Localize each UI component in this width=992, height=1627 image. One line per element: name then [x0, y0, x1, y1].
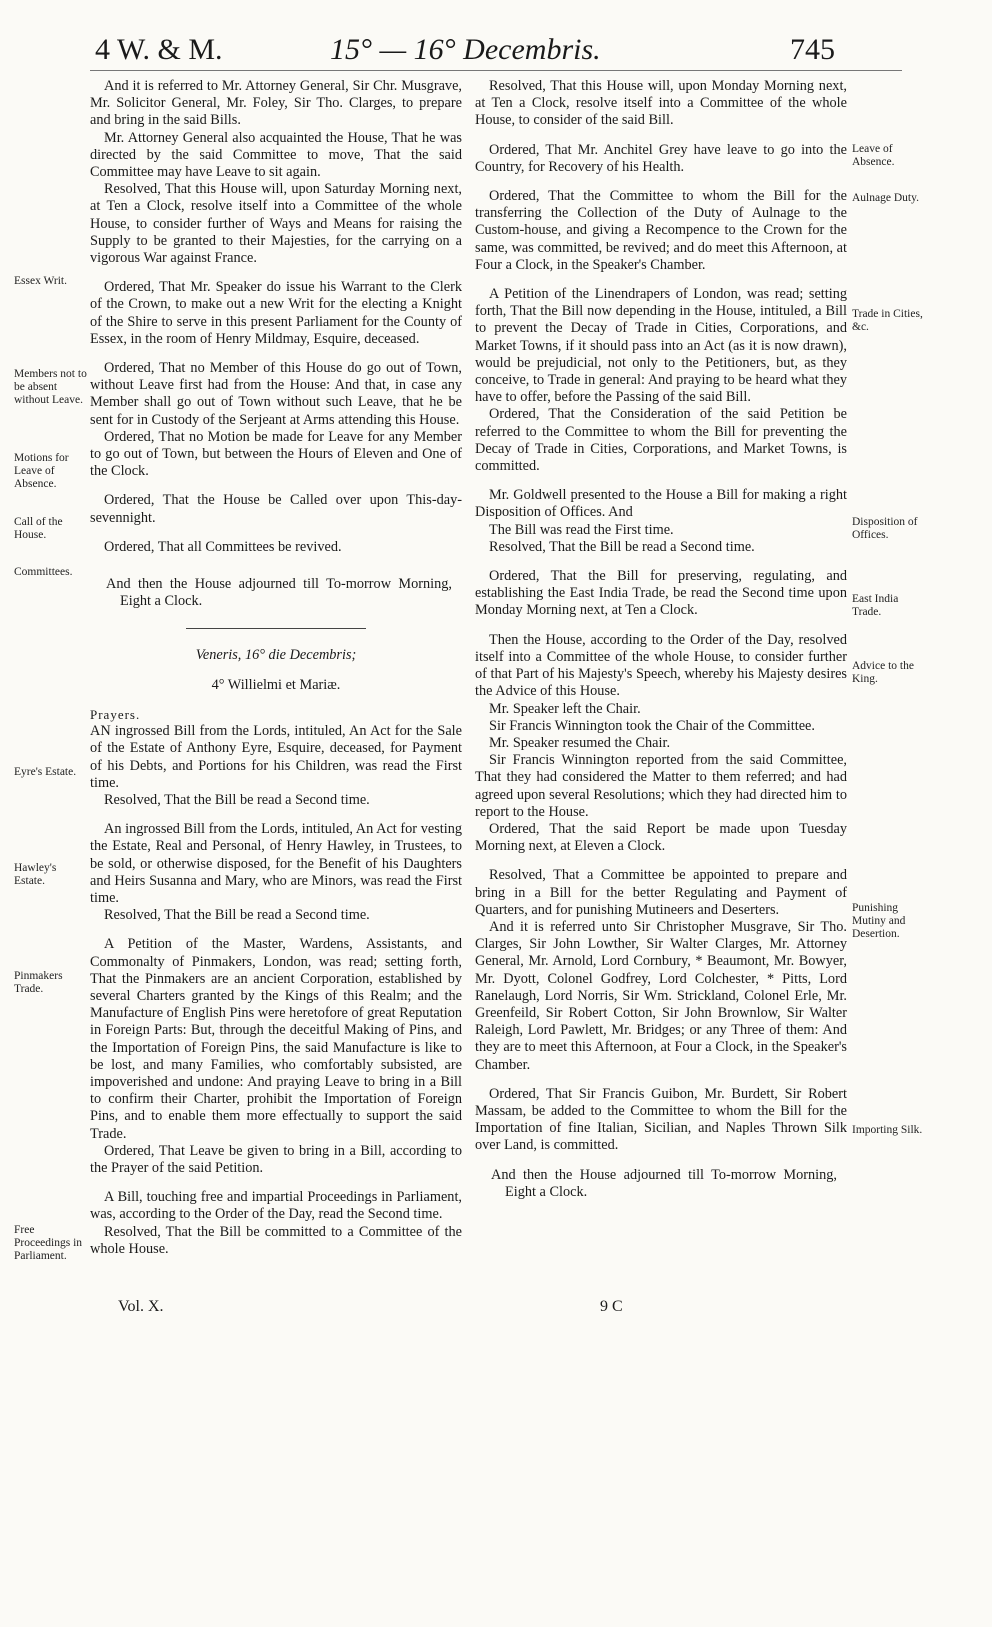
entry: Resolved, That a Committee be appointed to prepare and bring in a Bill for the better Regulating and Payment of Quarters, and for punishing Mutineers and Deserters.	[475, 867, 847, 918]
margin-note: Hawley's Estate.	[14, 862, 57, 887]
section-divider	[186, 628, 366, 629]
entry: Ordered, That no Motion be made for Leave for any Member to go out of Town, but between the Hours of Eleven and One of the Clock.	[90, 428, 462, 480]
entry: Ordered, That the Bill for preserving, regulating, and establishing the East India Trade, be read the Second time upon Monday Morning next, at Ten a Clock.	[475, 568, 847, 619]
entry: And it is referred to Mr. Attorney General, Sir Chr. Musgrave, Mr. Solicitor General, Mr. Foley, Sir Tho. Clarges, to prepare and bring in the said Bills.	[90, 78, 462, 129]
volume-number: Vol. X.	[118, 1298, 164, 1315]
margin-note: Call of the House.	[14, 516, 63, 541]
regnal-heading: 4° Willielmi et Mariæ.	[211, 676, 341, 693]
margin-note: Free Proceedings in Parliament.	[14, 1224, 83, 1262]
entry: A Petition of the Master, Wardens, Assistants, and Commonalty of Pinmakers, London, was read; setting forth, That the Pinmakers are an ancient Corporation, established by several Charters granted by the Kings of this Realm; and the Manufacture of English Pins were heretofore of great Reputation in Foreign Parts: But, through the deceitful Making of Pins, and the Importation of Foreign Pins, the said Manufacture is like to be lost, and many Families, who comfortably subsisted, are impoverished and undone: And praying Leave to bring in a Bill to confirm their Charter, prohibit the Importation of Foreign Pins, and to enable them more effectually to support the said Trade.	[90, 936, 462, 1142]
page-number: 745	[790, 33, 835, 66]
entry: A Petition of the Linendrapers of London, was read; setting forth, That the Bill now depending in the House, intituled, a Bill to prevent the Decay of Trade in Cities, Corporations, and Market Towns, if it should pass into an Act (as it is now drawn), would be prejudicial, not only to the Petitioners, but, as they conceive, to Trade in general: And praying to be heard what they have to offer, before the Passing of the said Bill.	[475, 286, 847, 406]
margin-note: Pinmakers Trade.	[14, 970, 63, 995]
margin-note: Essex Writ.	[14, 275, 67, 287]
entry: And it is referred unto Sir Christopher Musgrave, Sir Tho. Clarges, Sir John Lowther, Sir Walter Clarges, Mr. Attorney General, Mr. Arnold, Lord Cornbury, * Beaumont, Mr. Bowyer, Mr. Dyott, Colonel Godfrey, Lord Colchester, * Pitts, Lord Ranelaugh, Lord Norris, Sir Wm. Strickland, Colonel Erle, Mr. Greenfeild, Sir Robert Cotton, Sir John Brownlow, Sir Walter Raleigh, Lord Pawlett, Mr. Bridges; or any Three of them: And they are to meet this Afternoon, at Four a Clock, in the Speaker's Chamber.	[475, 918, 847, 1073]
header-regnal-year: 4 W. & M.	[95, 33, 223, 66]
entry: Sir Francis Winnington took the Chair of the Committee.	[489, 717, 815, 734]
entry: Ordered, That Leave be given to bring in a Bill, according to the Prayer of the said Petition.	[90, 1142, 462, 1176]
entry: Ordered, That Mr. Anchitel Grey have leave to go into the Country, for Recovery of his Health.	[475, 141, 847, 175]
margin-note: Motions for Leave of Absence.	[14, 452, 69, 490]
entry: Ordered, That the Committee to whom the Bill for the transferring the Collection of the Duty of Aulnage to the Custom-house, and giving a Recompence to the Crown for the same, was committed, be revived; and do meet this Afternoon, at Four a Clock, in the Speaker's Chamber.	[475, 188, 847, 273]
entry: AN ingrossed Bill from the Lords, intituled, An Act for the Sale of the Estate of Anthony Eyre, Esquire, deceased, for Payment of his Debts, and Portions for his Children, was read the First time.	[90, 723, 462, 791]
entry: Resolved, That this House will, upon Monday Morning next, at Ten a Clock, resolve itself into a Committee of the whole House, to consider of the said Bill.	[475, 78, 847, 129]
entry: Resolved, That this House will, upon Saturday Morning next, at Ten a Clock, resolve itself into a Committee of the whole House, to consider further of Ways and Means for raising the Supply to be granted to their Majesties, for the carrying on a vigorous War against France.	[90, 181, 462, 267]
entry: Ordered, That Sir Francis Guibon, Mr. Burdett, Sir Robert Massam, be added to the Committee to whom the Bill for the Importation of fine Italian, Sicilian, and Naples Thrown Silk over Land, is committed.	[475, 1085, 847, 1154]
margin-note: Punishing Mutiny and Desertion.	[852, 902, 906, 940]
signature-mark: 9 C	[600, 1298, 623, 1315]
margin-note: Committees.	[14, 566, 73, 578]
entry: Ordered, That no Member of this House do go out of Town, without Leave first had from the House: And that, in case any Member shall go out of Town without such Leave, that he be sent for in Custody of the Serjeant at Arms attending this House.	[90, 360, 462, 428]
entry: Mr. Speaker left the Chair.	[489, 700, 641, 717]
margin-note: Members not to be absent without Leave.	[14, 368, 87, 406]
day-heading: Veneris, 16° die Decembris;	[195, 647, 357, 664]
margin-note: Advice to the King.	[852, 660, 914, 685]
entry: Ordered, That the Consideration of the said Petition be referred to the Committee to whom the Bill for preventing the Decay of Trade in Cities, Corporations, and Market Towns, is committed.	[475, 406, 847, 475]
entry: Ordered, That the said Report be made upon Tuesday Morning next, at Eleven a Clock.	[475, 820, 847, 855]
margin-note: Aulnage Duty.	[852, 192, 919, 204]
margin-note: Trade in Cities, &c.	[852, 308, 923, 333]
entry: The Bill was read the First time.	[489, 521, 674, 538]
margin-note: East India Trade.	[852, 593, 899, 618]
margin-note: Leave of Absence.	[852, 143, 895, 168]
entry: Resolved, That the Bill be read a Second time.	[489, 538, 755, 555]
entry: Ordered, That the House be Called over upon This-day-sevennight.	[90, 492, 462, 526]
entry: Mr. Speaker resumed the Chair.	[489, 734, 671, 751]
entry: Sir Francis Winnington reported from the said Committee, That they had considered the Matter to them referred; and had agreed upon several Resolutions; which they had directed him to report to the House.	[475, 752, 847, 820]
entry: An ingrossed Bill from the Lords, intituled, An Act for vesting the Estate, Real and Personal, of Henry Hawley, in Trustees, to be sold, or otherwise disposed, for the Benefit of his Daughters and Heirs Susanna and Mary, who are Minors, was read the First time.	[90, 821, 462, 906]
entry: Ordered, That all Committees be revived.	[104, 538, 342, 555]
entry: Resolved, That the Bill be read a Second time.	[104, 907, 370, 924]
adjournment: And then the House adjourned till To-morrow Morning, Eight a Clock.	[106, 576, 452, 610]
entry: Resolved, That the Bill be committed to a Committee of the whole House.	[90, 1223, 462, 1257]
adjournment: And then the House adjourned till To-morrow Morning, Eight a Clock.	[491, 1166, 837, 1200]
entry: A Bill, touching free and impartial Proceedings in Parliament, was, according to the Order of the Day, read the Second time.	[90, 1189, 462, 1223]
prayers-heading: Prayers.	[90, 706, 141, 722]
header-dates: 15° — 16° Decembris.	[330, 33, 601, 66]
margin-note: Importing Silk.	[852, 1124, 923, 1136]
left-column	[90, 78, 462, 1258]
entry: Then the House, according to the Order of the Day, resolved itself into a Committee of the whole House, to consider further of that Part of his Majesty's Speech, whereby his Majesty desires the Advice of this House.	[475, 631, 847, 700]
margin-note: Disposition of Offices.	[852, 516, 918, 541]
entry: Ordered, That Mr. Speaker do issue his Warrant to the Clerk of the Crown, to make out a new Writ for the electing a Knight of the Shire to serve in this present Parliament for the County of Essex, in the room of Henry Mildmay, Esquire, deceased.	[90, 279, 462, 347]
entry: Resolved, That the Bill be read a Second time.	[104, 791, 370, 808]
margin-note: Eyre's Estate.	[14, 766, 77, 778]
right-column	[475, 78, 847, 1201]
entry: Mr. Attorney General also acquainted the House, That he was directed by the said Committee to move, That the said Committee may have Leave to sit again.	[90, 129, 462, 181]
header-rule	[90, 70, 902, 71]
entry: Mr. Goldwell presented to the House a Bill for making a right Disposition of Offices. And	[475, 487, 847, 521]
